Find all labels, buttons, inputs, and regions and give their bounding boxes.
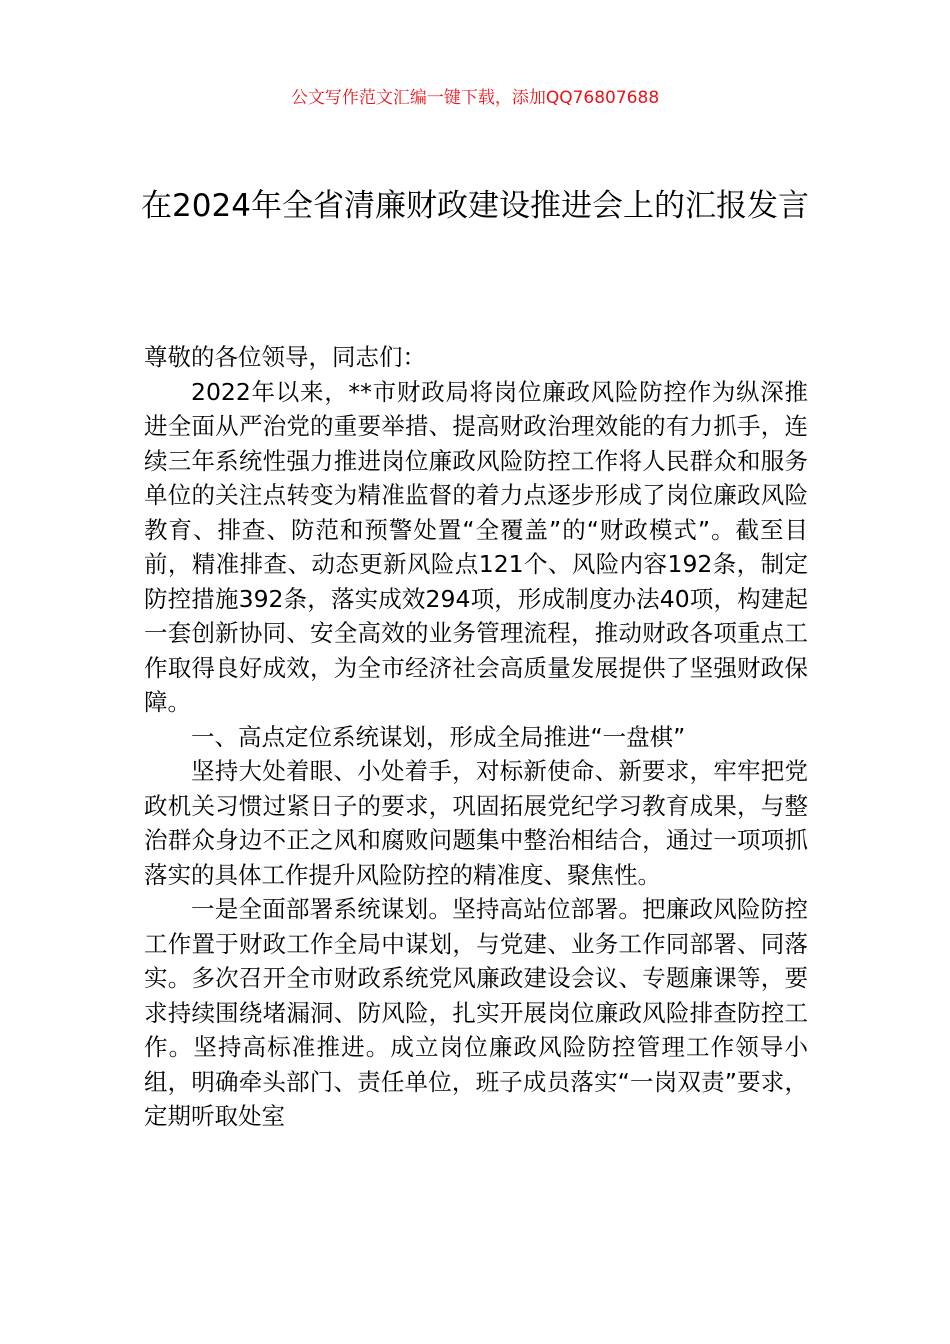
header-note: 公文写作范文汇编一键下载，添加QQ76807688 (290, 88, 660, 108)
document-body (144, 340, 808, 1134)
paragraph-section-1: 坚持大处着眼、小处着手，对标新使命、新要求，牢牢把党政机关习惯过紧日子的要求，巩固拓展党纪学习教育成果，与整治群众身边不正之风和腐败问题集中整治相结合，通过一项项抓落实的具体工作提升风险防控的精准度、聚焦性。 (144, 757, 808, 889)
salutation: 尊敬的各位领导，同志们： (144, 343, 426, 371)
paragraph-point-1: 一是全面部署系统谋划。坚持高站位部署。把廉政风险防控工作置于财政工作全局中谋划，与党建、业务工作同部署、同落实。多次召开全市财政系统党风廉政建设会议、专题廉课等，要求持续围绕堵漏洞、防风险，扎实开展岗位廉政风险排查防控工作。坚持高标准推进。成立岗位廉政风险防控管理工作领导小组，明确牵头部门、责任单位，班子成员落实“一岗双责”要求，定期听取处室 (144, 895, 808, 1130)
paragraph-intro: 2022年以来，**市财政局将岗位廉政风险防控作为纵深推进全面从严治党的重要举措、提高财政治理效能的有力抓手，连续三年系统性强力推进岗位廉政风险防控工作将人民群众和服务单位的关注点转变为精准监督的着力点逐步形成了岗位廉政风险教育、排查、防范和预警处置“全覆盖”的“财政模式”。截至目前，精准排查、动态更新风险点121个、风险内容192条，制定防控措施392条，落实成效294项，形成制度办法40项，构建起一套创新协同、安全高效的业务管理流程，推动财政各项重点工作取得良好成效，为全市经济社会高质量发展提供了坚强财政保障。 (144, 377, 808, 716)
document-title: 在2024年全省清廉财政建设推进会上的汇报发言 (141, 188, 809, 224)
section-heading-1: 一、高点定位系统谋划，形成全局推进“一盘棋” (191, 722, 686, 751)
